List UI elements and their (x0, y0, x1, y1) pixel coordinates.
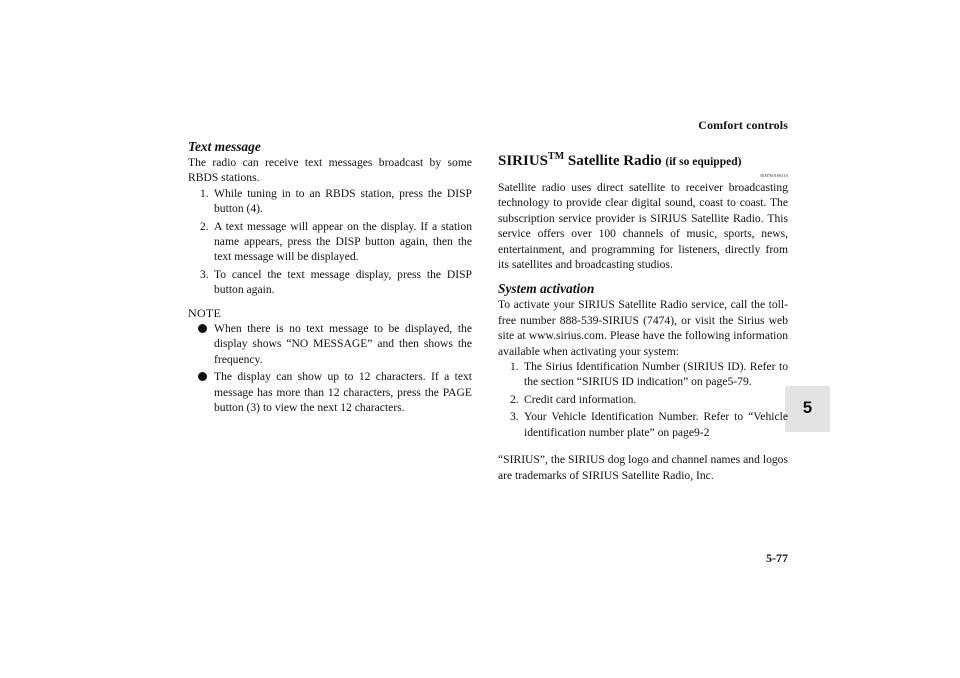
activation-text: To activate your SIRIUS Satellite Radio service, call the toll-free number 888-539-SIRIUS (7474), or visit the Sirius web site at www.sirius.com. Please have the following information available when activating your system: (498, 298, 788, 358)
activation-steps (498, 359, 788, 440)
text-message-intro: The radio can receive text messages broadcast by some RBDS stations. (188, 156, 472, 185)
list-item: 3. Your Vehicle Identification Number. Refer to “Vehicle identification number plate” on page9-2 (510, 410, 788, 439)
system-activation-heading: System activation (498, 281, 595, 297)
page-number: 5-77 (766, 551, 788, 565)
list-item: 1. While tuning in to an RBDS station, press the DISP button (4). (200, 186, 472, 216)
list-item: When there is no text message to be displayed, the display shows “NO MESSAGE” and then shows the frequency. (188, 321, 472, 367)
list-item: 2. A text message will appear on the display. If a station name appears, press the DISP button again, then the text message will be displayed. (200, 219, 472, 264)
list-item: 2. Credit card information. (510, 392, 637, 406)
sirius-heading: SIRIUS™ Satellite Radio (if so equipped) (498, 151, 742, 169)
list-item: 3. To cancel the text message display, press the DISP button again. (200, 267, 472, 297)
section-header: Comfort controls (698, 118, 788, 132)
chapter-tab (785, 386, 830, 432)
chapter-number: 5 (802, 398, 813, 417)
text-message-heading: Text message (188, 139, 261, 154)
note-list (188, 321, 472, 415)
left-column (188, 136, 472, 418)
reference-code: N00760100110 (760, 173, 788, 178)
trademark-notice: “SIRIUS”, the SIRIUS dog logo and channel names and logos are trademarks of SIRIUS Satellite Radio, Inc. (498, 453, 788, 482)
list-item: The display can show up to 12 characters. If a text message has more than 12 characters, press the PAGE button (3) to view the next 12 characters. (188, 369, 472, 415)
list-item: 1. The Sirius Identification Number (SIRIUS ID). Refer to the section “SIRIUS ID indication” on page5-79. (510, 360, 788, 389)
right-column (498, 136, 788, 483)
note-label: NOTE (188, 305, 222, 320)
sirius-intro: Satellite radio uses direct satellite to receiver broadcasting technology to provide clear digital sound, coast to coast. The subscription service provider is SIRIUS Satellite Radio. This service offers over 100 channels of music, sports, news, entertainment, and programming for listeners, directly from its satellites and broadcasting studios. (498, 181, 788, 272)
bullet-icon (198, 324, 207, 333)
text-message-steps (188, 186, 472, 298)
bullet-icon (198, 372, 207, 381)
